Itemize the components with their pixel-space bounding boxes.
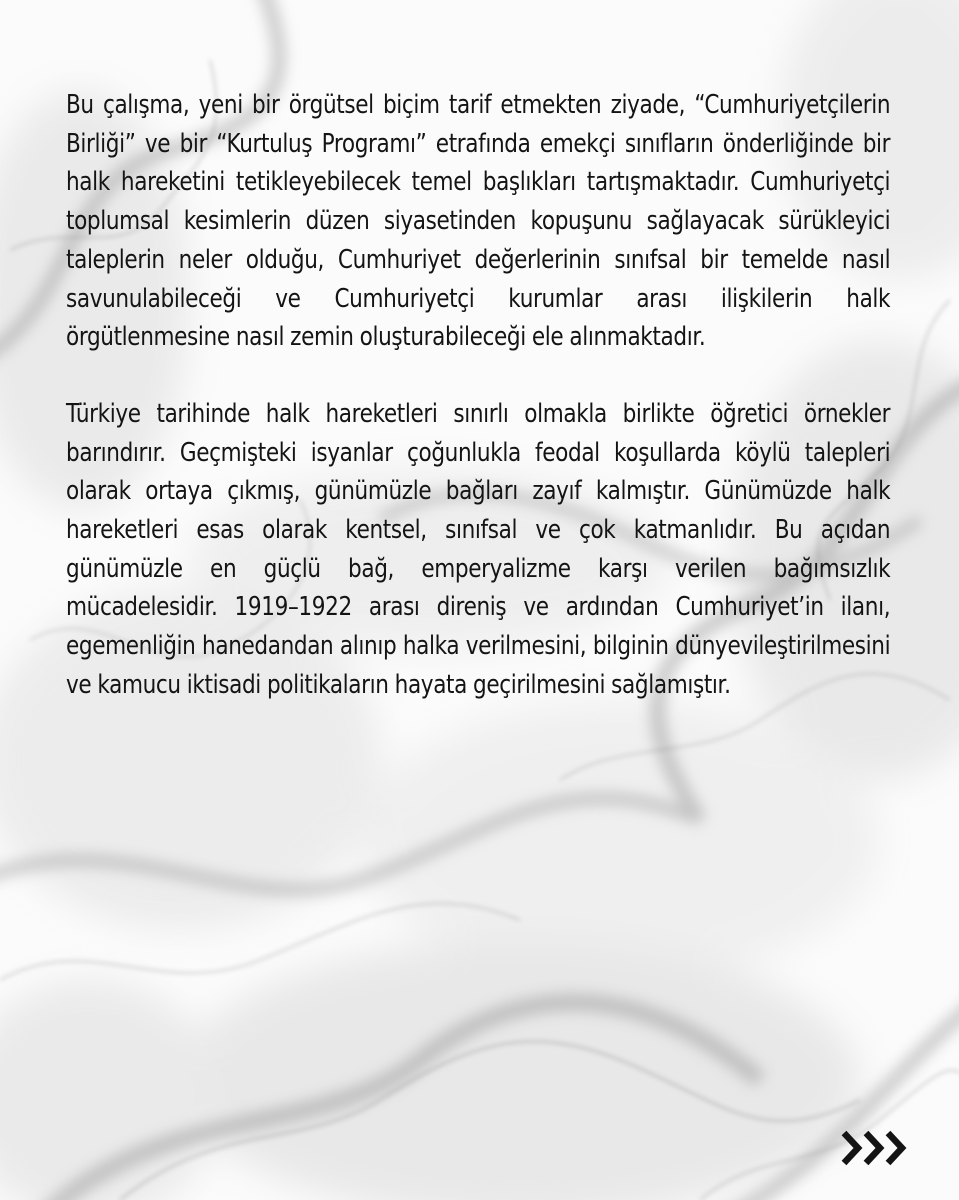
paragraph-1: Bu çalışma, yeni bir örgütsel biçim tarif etmekten ziyade, “Cumhuriyetçilerin Birliği” ve bir “Kurtuluş Programı” etrafında emekçi sınıfların önderliğinde bir halk hareketini tetikleyebilecek temel başlıkları tartışmaktadır. Cumhuriyetçi toplumsal kesimlerin düzen siyasetinden kopuşunu sağlayacak sürükleyici taleplerin neler olduğu, Cumhuriyet değerlerinin sınıfsal bir temelde nasıl savunulabileceği ve Cumhuriyetçi kurumlar arası ilişkilerin halk örgütlenmesine nasıl zemin oluşturabileceği ele alınmaktadır. [66,90,891,353]
paragraph-2: Türkiye tarihinde halk hareketleri sınırlı olmakla birlikte öğretici örnekler barındırır. Geçmişteki isyanlar çoğunlukla feodal koşullarda köylü talepleri olarak ortaya çıkmış, günümüzle bağları zayıf kalmıştır. Günümüzde halk hareketleri esas olarak kentsel, sınıfsal ve çok katmanlıdır. Bu açıdan günümüzle en güçlü bağ, emperyalizme karşı verilen bağımsızlık mücadelesidir. 1919–1922 arası direniş ve ardından Cumhuriyet’in ilanı, egemenliğin hanedandan alınıp halka verilmesini, bilginin dünyevileştirilmesini ve kamucu iktisadi politikaların hayata geçirilmesini sağlamıştır. [66,398,891,700]
article-body [66,86,890,705]
triple-chevron-right-icon[interactable] [841,1128,911,1168]
